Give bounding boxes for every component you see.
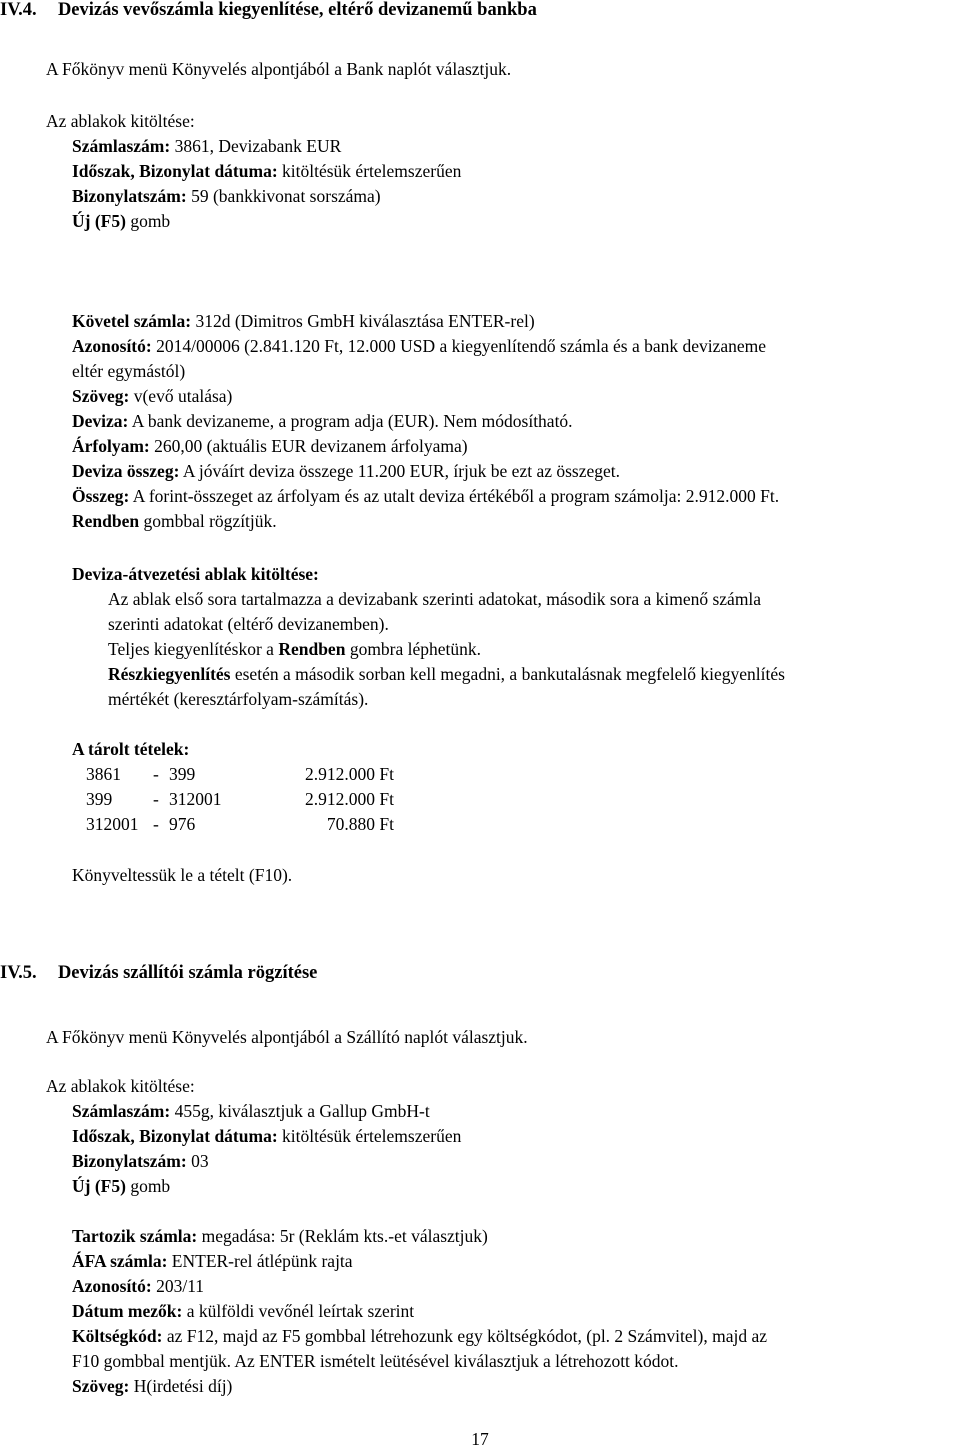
field-value: 203/11 [151,1276,205,1296]
field-value: kitöltésük értelemszerűen [277,161,462,181]
field-label: Új (F5) [72,211,126,231]
field-label: Bizonylatszám: [72,1151,187,1171]
field-bizonylatszam [72,185,381,207]
atvezetes-para3-cont: mértékét (keresztárfolyam-számítás). [108,689,369,709]
field-value: 260,00 (aktuális EUR devizanem árfolyama) [149,436,468,456]
field-label: Azonosító: [72,336,152,356]
field-koltsegkod-cont: F10 gombbal mentjük. Az ENTER ismételt leütésével kiválasztjuk a létrehozott kódot. [72,1351,679,1371]
konyveles-text: Könyveltessük le a tételt (F10). [72,865,293,885]
field-label: Deviza: [72,411,129,431]
field-idoszak [72,160,461,182]
field-value: A forint-összeget az árfolyam és az utalt deviza értékéből a program számolja: 2.912.000 Ft. [129,486,780,506]
field-value: a külföldi vevőnél leírtak szerint [182,1301,415,1321]
field-value: 03 [186,1151,209,1171]
field-value: A bank devizaneme, a program adja (EUR). Nem módosítható. [128,411,573,431]
field-value: 312d (Dimitros GmbH kiválasztása ENTER-rel) [191,311,535,331]
field-value: gombbal rögzítjük. [139,511,277,531]
field-afa [72,1250,353,1272]
fill-heading: Az ablakok kitöltése: [46,111,195,131]
section-title: Devizás vevőszámla kiegyenlítése, eltérő devizanemű bankba [57,0,537,20]
field-rendben [72,510,277,532]
field-value: 2014/00006 (2.841.120 Ft, 12.000 USD a kiegyenlítendő számla és a bank devizaneme [151,336,767,356]
field-idoszak [72,1125,461,1147]
atvezetes-heading: Deviza-átvezetési ablak kitöltése: [72,564,319,584]
atvezetes-para1: Az ablak első sora tartalmazza a devizabank szerinti adatokat, második sora a kimenő számla [108,589,762,609]
field-label: Dátum mezők: [72,1301,183,1321]
field-label: Rendben [72,511,140,531]
page-number: 17 [471,1429,489,1449]
field-szoveg [72,1375,232,1397]
fill-heading: Az ablakok kitöltése: [46,1076,195,1096]
field-datum [72,1300,414,1322]
text-bold: Rendben [278,639,346,659]
section-number: IV.4. [0,0,37,20]
field-label: Tartozik számla: [72,1226,198,1246]
field-value: kitöltésük értelemszerűen [277,1126,462,1146]
debit-cell: 399 [86,789,113,809]
section-number: IV.5. [0,963,37,983]
field-label: ÁFA számla: [72,1251,168,1271]
field-label: Új (F5) [72,1176,126,1196]
field-szamlaszam [72,1100,430,1122]
field-koltsegkod [72,1325,767,1347]
credit-cell: 399 [169,764,196,784]
credit-cell: 976 [169,814,196,834]
text: Teljes kiegyenlítéskor a [108,639,279,659]
text: esetén a második sorban kell megadni, a bankutalásnak megfelelő kiegyenlítés [230,664,785,684]
field-label: Számlaszám: [72,136,171,156]
field-azonosito [72,1275,204,1297]
field-uj [72,1175,170,1197]
dash-cell: - [153,764,159,784]
tarolt-heading: A tárolt tételek: [72,739,190,759]
text: gombra léphetünk. [345,639,482,659]
credit-cell: 312001 [169,789,222,809]
section-title: Devizás szállítói számla rögzítése [57,963,318,983]
field-label: Azonosító: [72,1276,152,1296]
field-label: Árfolyam: [72,436,150,456]
intro-text: A Főkönyv menü Könyvelés alpontjából a Bank naplót választjuk. [46,59,512,79]
field-value: az F12, majd az F5 gombbal létrehozunk egy költségkódot, (pl. 2 Számvitel), majd az [162,1326,768,1346]
field-label: Szöveg: [72,1376,130,1396]
field-label: Deviza összeg: [72,461,180,481]
field-value: 3861, Devizabank EUR [170,136,342,156]
amount-cell: 2.912.000 Ft [305,789,394,809]
field-deviza-osszeg [72,460,620,482]
field-tartozik [72,1225,488,1247]
atvezetes-para2 [108,638,481,660]
field-value: gomb [125,211,171,231]
atvezetes-para3 [108,663,785,685]
amount-cell: 2.912.000 Ft [305,764,394,784]
field-value: ENTER-rel átlépünk rajta [167,1251,353,1271]
field-value: A jóváírt deviza összege 11.200 EUR, írjuk be ezt az összeget. [179,461,621,481]
field-label: Időszak, Bizonylat dátuma: [72,1126,278,1146]
text-bold: Részkiegyenlítés [108,664,231,684]
field-value: H(irdetési díj) [129,1376,233,1396]
field-label: Követel számla: [72,311,192,331]
field-osszeg [72,485,779,507]
field-szamlaszam [72,135,341,157]
field-value: 59 (bankkivonat sorszáma) [186,186,381,206]
field-arfolyam [72,435,468,457]
field-szoveg [72,385,232,407]
field-label: Bizonylatszám: [72,186,187,206]
field-label: Szöveg: [72,386,130,406]
intro-text: A Főkönyv menü Könyvelés alpontjából a Szállító naplót választjuk. [46,1027,528,1047]
field-value: 455g, kiválasztjuk a Gallup GmbH-t [170,1101,430,1121]
field-uj [72,210,170,232]
section-heading [0,0,537,21]
section-heading [0,962,317,984]
field-value: gomb [125,1176,171,1196]
field-value: megadása: 5r (Reklám kts.-et választjuk) [197,1226,488,1246]
field-deviza [72,410,573,432]
field-bizonylatszam [72,1150,209,1172]
dash-cell: - [153,789,159,809]
field-label: Összeg: [72,486,130,506]
atvezetes-para1-cont: szerinti adatokat (eltérő devizanemben). [108,614,389,634]
dash-cell: - [153,814,159,834]
field-azonosito [72,335,766,357]
field-azonosito-cont: eltér egymástól) [72,361,186,381]
field-value: v(evő utalása) [129,386,233,406]
debit-cell: 312001 [86,814,139,834]
amount-cell: 70.880 Ft [326,814,394,834]
field-label: Költségkód: [72,1326,163,1346]
field-label: Számlaszám: [72,1101,171,1121]
debit-cell: 3861 [86,764,121,784]
field-label: Időszak, Bizonylat dátuma: [72,161,278,181]
field-kovetel [72,310,535,332]
